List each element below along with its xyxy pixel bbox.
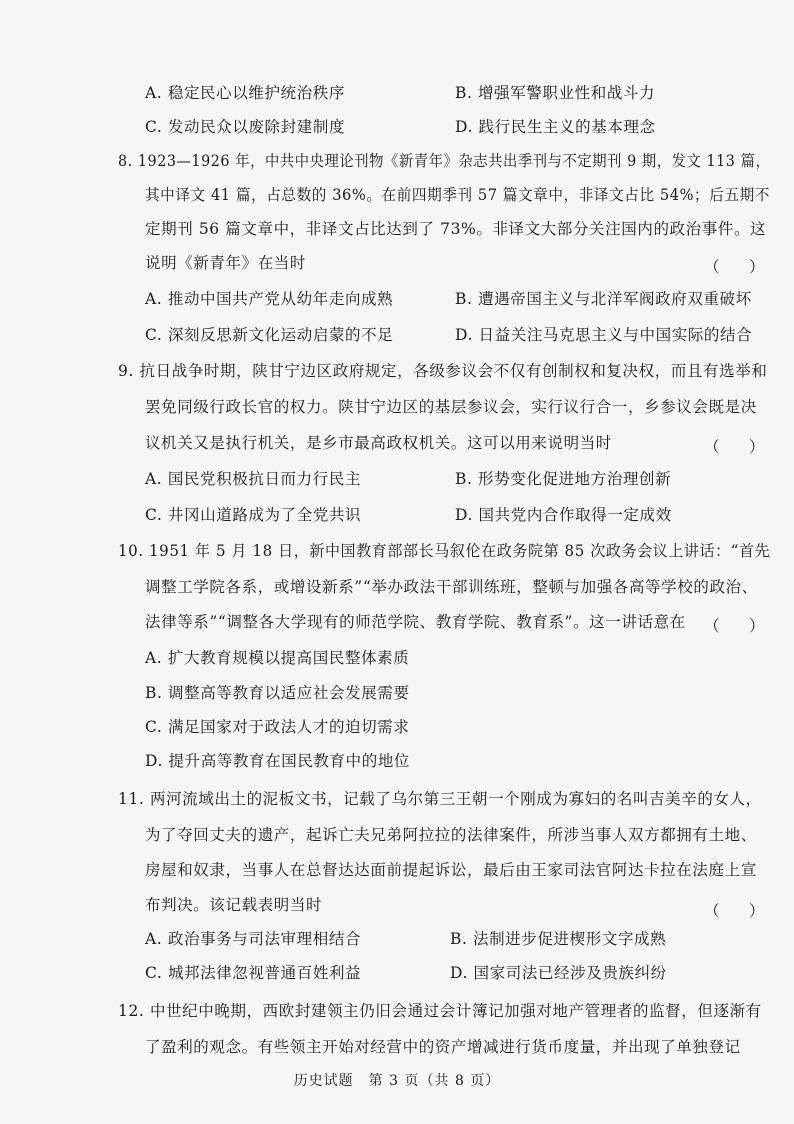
q7-option-c: C. 发动民众以废除封建制度 [145, 118, 346, 136]
q10-answer-paren: （ ） [704, 617, 765, 635]
q7-option-b: B. 增强军警职业性和战斗力 [455, 84, 656, 102]
q10-stem-line-1: 10. 1951 年 5 月 18 日，新中国教育部部长马叙伦在政务院第 85 次政务会议上讲话：“首先 [118, 542, 771, 560]
q9-option-c: C. 井冈山道路成为了全党共识 [145, 506, 362, 524]
q11-option-b: B. 法制进步促进楔形文字成熟 [450, 930, 667, 948]
q8-option-c: C. 深刻反思新文化运动启蒙的不足 [145, 326, 394, 344]
q8-stem-line-2: 其中译文 41 篇，占总数的 36%。在前四期季刊 57 篇文章中，非译文占比 54%；后五期不 [145, 186, 770, 204]
q9-stem-line-1: 9. 抗日战争时期，陕甘宁边区政府规定，各级参议会不仅有创制权和复决权，而且有选举和 [118, 362, 768, 380]
q9-stem-line-3: 议机关又是执行机关，是乡市最高政权机关。这可以用来说明当时 [145, 434, 612, 452]
q8-stem-line-4: 说明《新青年》在当时 [145, 254, 307, 272]
q11-stem-line-2: 为了夺回丈夫的遗产，起诉亡夫兄弟阿拉拉的法律案件，所涉当事人双方都拥有土地、 [145, 826, 757, 844]
q11-option-d: D. 国家司法已经涉及贵族纠纷 [450, 964, 667, 982]
q11-option-a: A. 政治事务与司法审理相结合 [145, 930, 362, 948]
q12-stem-line-2: 了盈利的观念。有些领主开始对经营中的资产增减进行货币度量，并出现了单独登记 [145, 1038, 741, 1056]
q9-option-d: D. 国共党内合作取得一定成效 [455, 506, 672, 524]
q10-option-c: C. 满足国家对于政法人才的迫切需求 [145, 718, 410, 736]
q9-option-b: B. 形势变化促进地方治理创新 [455, 470, 672, 488]
q11-answer-paren: （ ） [704, 902, 765, 920]
q7-option-a: A. 稳定民心以维护统治秩序 [145, 84, 345, 102]
q9-stem-line-2: 罢免同级行政长官的权力。陕甘宁边区的基层参议会，实行议行合一，乡参议会既是决 [145, 398, 757, 416]
q9-answer-paren: （ ） [704, 438, 765, 456]
page-footer: 历史试题 第 3 页（共 8 页） [293, 1073, 501, 1089]
q10-stem-line-2: 调整工学院各系，或增设新系”“举办政法干部训练班，整顿与加强各高等学校的政治、 [145, 578, 758, 596]
q10-stem-line-3: 法律等系”“调整各大学现有的师范学院、教育学院、教育系”。这一讲话意在 [145, 613, 686, 631]
q8-option-d: D. 日益关注马克思主义与中国实际的结合 [455, 326, 753, 344]
q10-option-a: A. 扩大教育规模以提高国民整体素质 [145, 649, 410, 667]
q8-stem-line-3: 定期刊 56 篇文章中，非译文占比达到了 73%。非译文大部分关注国内的政治事件。这 [145, 220, 767, 238]
q7-option-d: D. 践行民生主义的基本理念 [455, 118, 656, 136]
q8-stem-line-1: 8. 1923—1926 年，中共中央理论刊物《新青年》杂志共出季刊与不定期刊 9 期，发文 113 篇， [118, 152, 771, 170]
q10-option-d: D. 提升高等教育在国民教育中的地位 [145, 752, 411, 770]
q8-option-b: B. 遭遇帝国主义与北洋军阀政府双重破坏 [455, 290, 752, 308]
q11-stem-line-4: 布判决。该记载表明当时 [145, 896, 323, 914]
q11-stem-line-1: 11. 两河流域出土的泥板文书，记载了乌尔第三王朝一个刚成为寡妇的名叫吉美辛的女人， [118, 790, 762, 808]
q8-answer-paren: （ ） [704, 258, 765, 276]
q9-option-a: A. 国民党积极抗日而力行民主 [145, 470, 362, 488]
q8-option-a: A. 推动中国共产党从幼年走向成熟 [145, 290, 394, 308]
q12-stem-line-1: 12. 中世纪中晚期，西欧封建领主仍旧会通过会计簿记加强对地产管理者的监督，但逐渐有 [118, 1002, 762, 1020]
q10-option-b: B. 调整高等教育以适应社会发展需要 [145, 684, 410, 702]
q11-stem-line-3: 房屋和奴隶，当事人在总督达达面前提起诉讼，最后由王家司法官阿达卡拉在法庭上宣 [145, 861, 757, 879]
q11-option-c: C. 城邦法律忽视普通百姓利益 [145, 964, 362, 982]
